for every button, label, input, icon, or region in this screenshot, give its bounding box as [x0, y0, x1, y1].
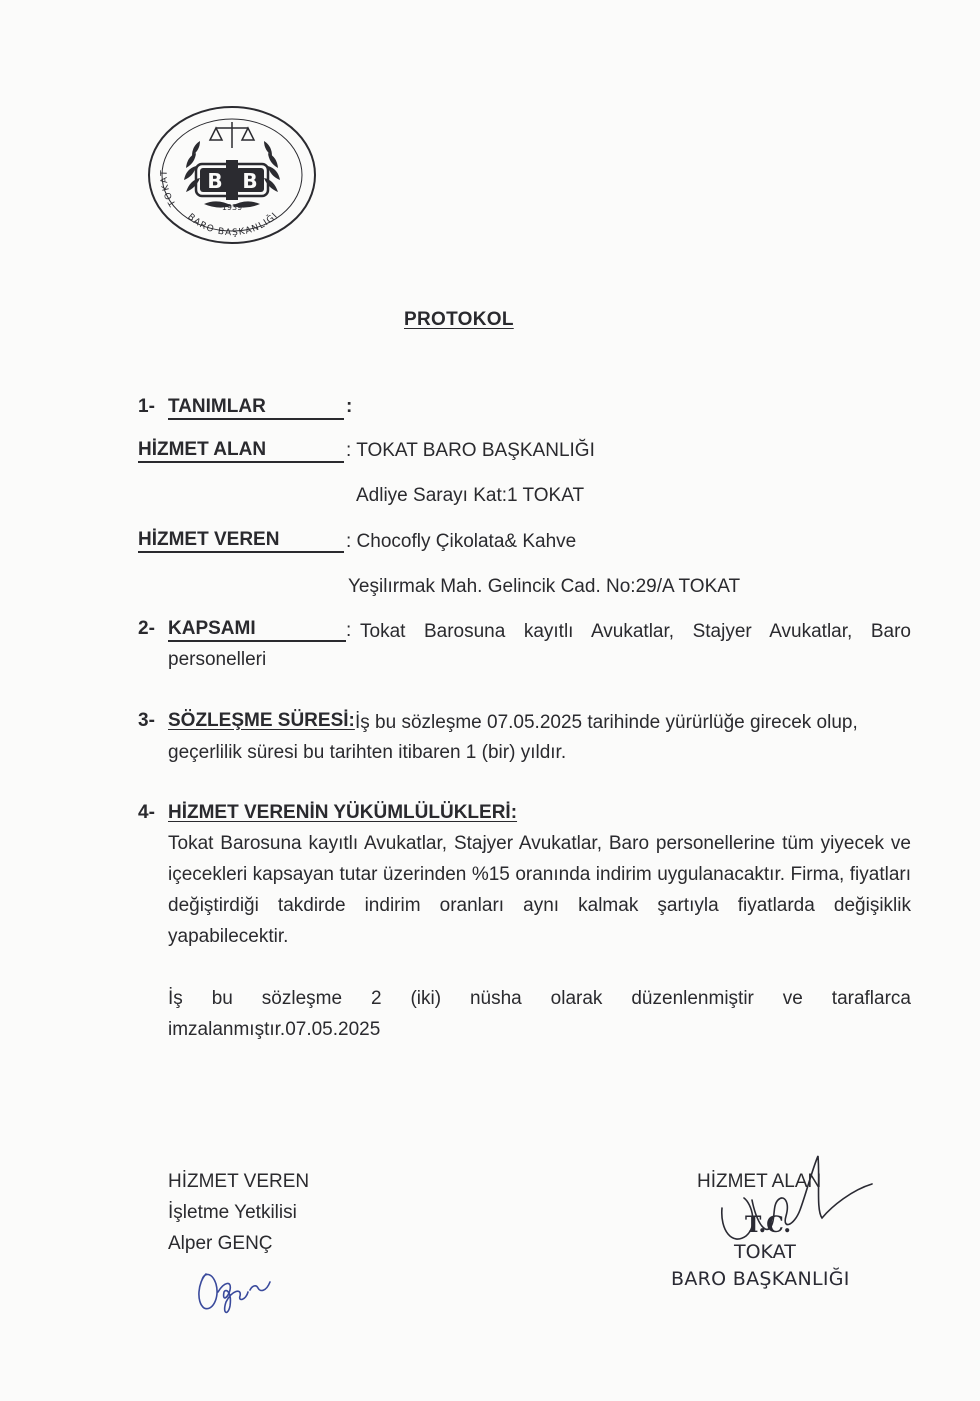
service-provider-address: Yeşilırmak Mah. Gelincik Cad. No:29/A TOKAT	[348, 576, 741, 597]
section4-number: 4-	[138, 802, 155, 823]
service-provider-value: : Chocofly Çikolata& Kahve	[346, 531, 577, 552]
seal-monogram-left: B	[207, 169, 223, 193]
section4-heading: HİZMET VERENİN YÜKÜMLÜLÜKLERİ:	[168, 802, 518, 823]
seal-monogram-right: B	[242, 169, 258, 193]
section2-heading: KAPSAMI	[168, 618, 256, 639]
svg-text:TOKAT	[160, 169, 179, 209]
section3-number: 3-	[138, 710, 155, 731]
left-signature-role: İşletme Yetkilisi	[168, 1202, 297, 1223]
svg-text:BARO BAŞKANLIĞI	[185, 211, 280, 239]
stamp-line-institution: BARO BAŞKANLIĞI	[671, 1268, 850, 1290]
service-receiver-value: : TOKAT BARO BAŞKANLIĞI	[346, 440, 595, 461]
section1-heading: TANIMLAR	[168, 396, 266, 417]
section1-number: 1-	[138, 396, 155, 417]
seal-top-text: TOKAT	[159, 168, 179, 208]
stamp-line-city: TOKAT	[734, 1241, 796, 1263]
left-handwritten-signature	[192, 1262, 288, 1318]
left-signature-title: HİZMET VEREN	[168, 1171, 310, 1192]
service-provider-label: HİZMET VEREN	[138, 529, 280, 550]
section3-text-line1: İş bu sözleşme 07.05.2025 tarihinde yürürlüğe girecek olup,	[355, 712, 858, 733]
bar-association-seal	[146, 104, 318, 246]
closing-paragraph: İş bu sözleşme 2 (iki) nüsha olarak düzenlenmiştir ve taraflarca imzalanmıştır.07.05.2025	[168, 988, 911, 1040]
left-signature-name: Alper GENÇ	[168, 1233, 273, 1254]
service-receiver-address: Adliye Sarayı Kat:1 TOKAT	[356, 485, 585, 506]
stamp-line-tc: T.C.	[745, 1212, 791, 1238]
right-signature-title: HİZMET ALAN	[697, 1171, 822, 1192]
section4-paragraph: Tokat Barosuna kayıtlı Avukatlar, Stajyer Avukatlar, Baro personellerine tüm yiyecek ve içecekleri kapsayan tutar üzerinden %15 oranında indirim uygulanacaktır. Firma, fiyatları değiştirdiği takdirde indirim oranları aynı kalmak şartıyla fiyatlarda değişiklik yapabilecektir.	[168, 833, 911, 947]
service-receiver-label: HİZMET ALAN	[138, 439, 267, 460]
section3-text-line2: geçerlilik süresi bu tarihten itibaren 1 (bir) yıldır.	[168, 742, 567, 763]
seal-year: 1939	[221, 203, 243, 212]
section2-text-line1: Tokat Barosuna kayıtlı Avukatlar, Stajyer Avukatlar, Baro	[360, 621, 911, 642]
section3-heading: SÖZLEŞME SÜRESİ:	[168, 710, 355, 731]
section2-colon: :	[346, 620, 352, 641]
document-title: PROTOKOL	[404, 309, 514, 330]
seal-bottom-text: BARO BAŞKANLIĞI	[185, 210, 281, 239]
section1-colon: :	[346, 396, 353, 417]
section2-text-line2: personelleri	[168, 649, 267, 670]
section2-number: 2-	[138, 618, 155, 639]
